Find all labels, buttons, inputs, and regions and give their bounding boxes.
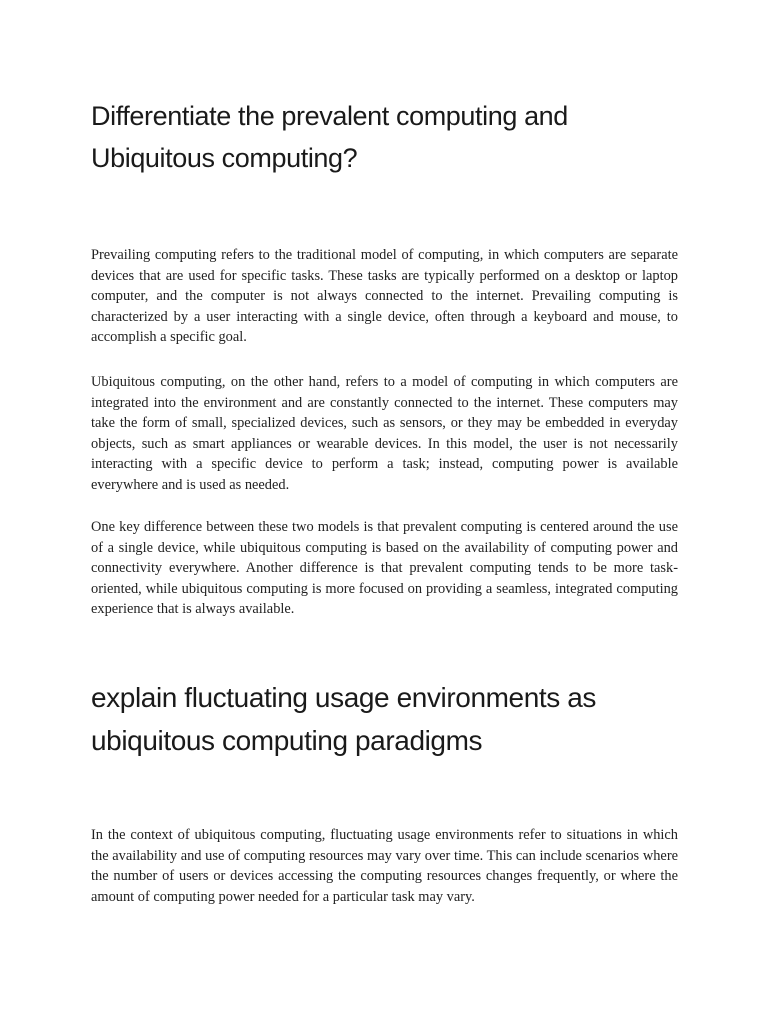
section-heading-fluctuating-usage: explain fluctuating usage environments as ubiquitous computing paradigms xyxy=(91,682,597,756)
paragraph-fluctuating-usage: In the context of ubiquitous computing, fluctuating usage environments refer to situations in which the availability and use of computing resources may vary over time. This can include scenarios where the number of users or devices accessing the computing resources changes frequently, or where the amount of computing power needed for a particular task may vary. xyxy=(91,827,678,905)
paragraph-ubiquitous-computing: Ubiquitous computing, on the other hand, refers to a model of computing in which computers are integrated into the environment and are constantly connected to the internet. These computers may take the form of small, specialized devices, such as sensors, or they may be embedded in everyday objects, such as smart appliances or wearable devices. In this model, the user is not necessarily interacting with a specific device to perform a task; instead, computing power is available everywhere and is used as needed. xyxy=(91,374,678,493)
paragraph-prevailing-computing: Prevailing computing refers to the traditional model of computing, in which computers are separate devices that are used for specific tasks. These tasks are typically performed on a desktop or laptop computer, and the computer is not always connected to the internet. Prevailing computing is characterized by a user interacting with a single device, often through a keyboard and mouse, to accomplish a specific goal. xyxy=(91,247,678,346)
section-heading-prevalent-vs-ubiquitous: Differentiate the prevalent computing and Ubiquitous computing? xyxy=(91,101,568,173)
paragraph-key-difference: One key difference between these two models is that prevalent computing is centered around the use of a single device, while ubiquitous computing is based on the availability of computing power and connectivity everywhere. Another difference is that prevalent computing tends to be more task-oriented, while ubiquitous computing is more focused on providing a seamless, integrated computing experience that is always available. xyxy=(91,519,678,618)
